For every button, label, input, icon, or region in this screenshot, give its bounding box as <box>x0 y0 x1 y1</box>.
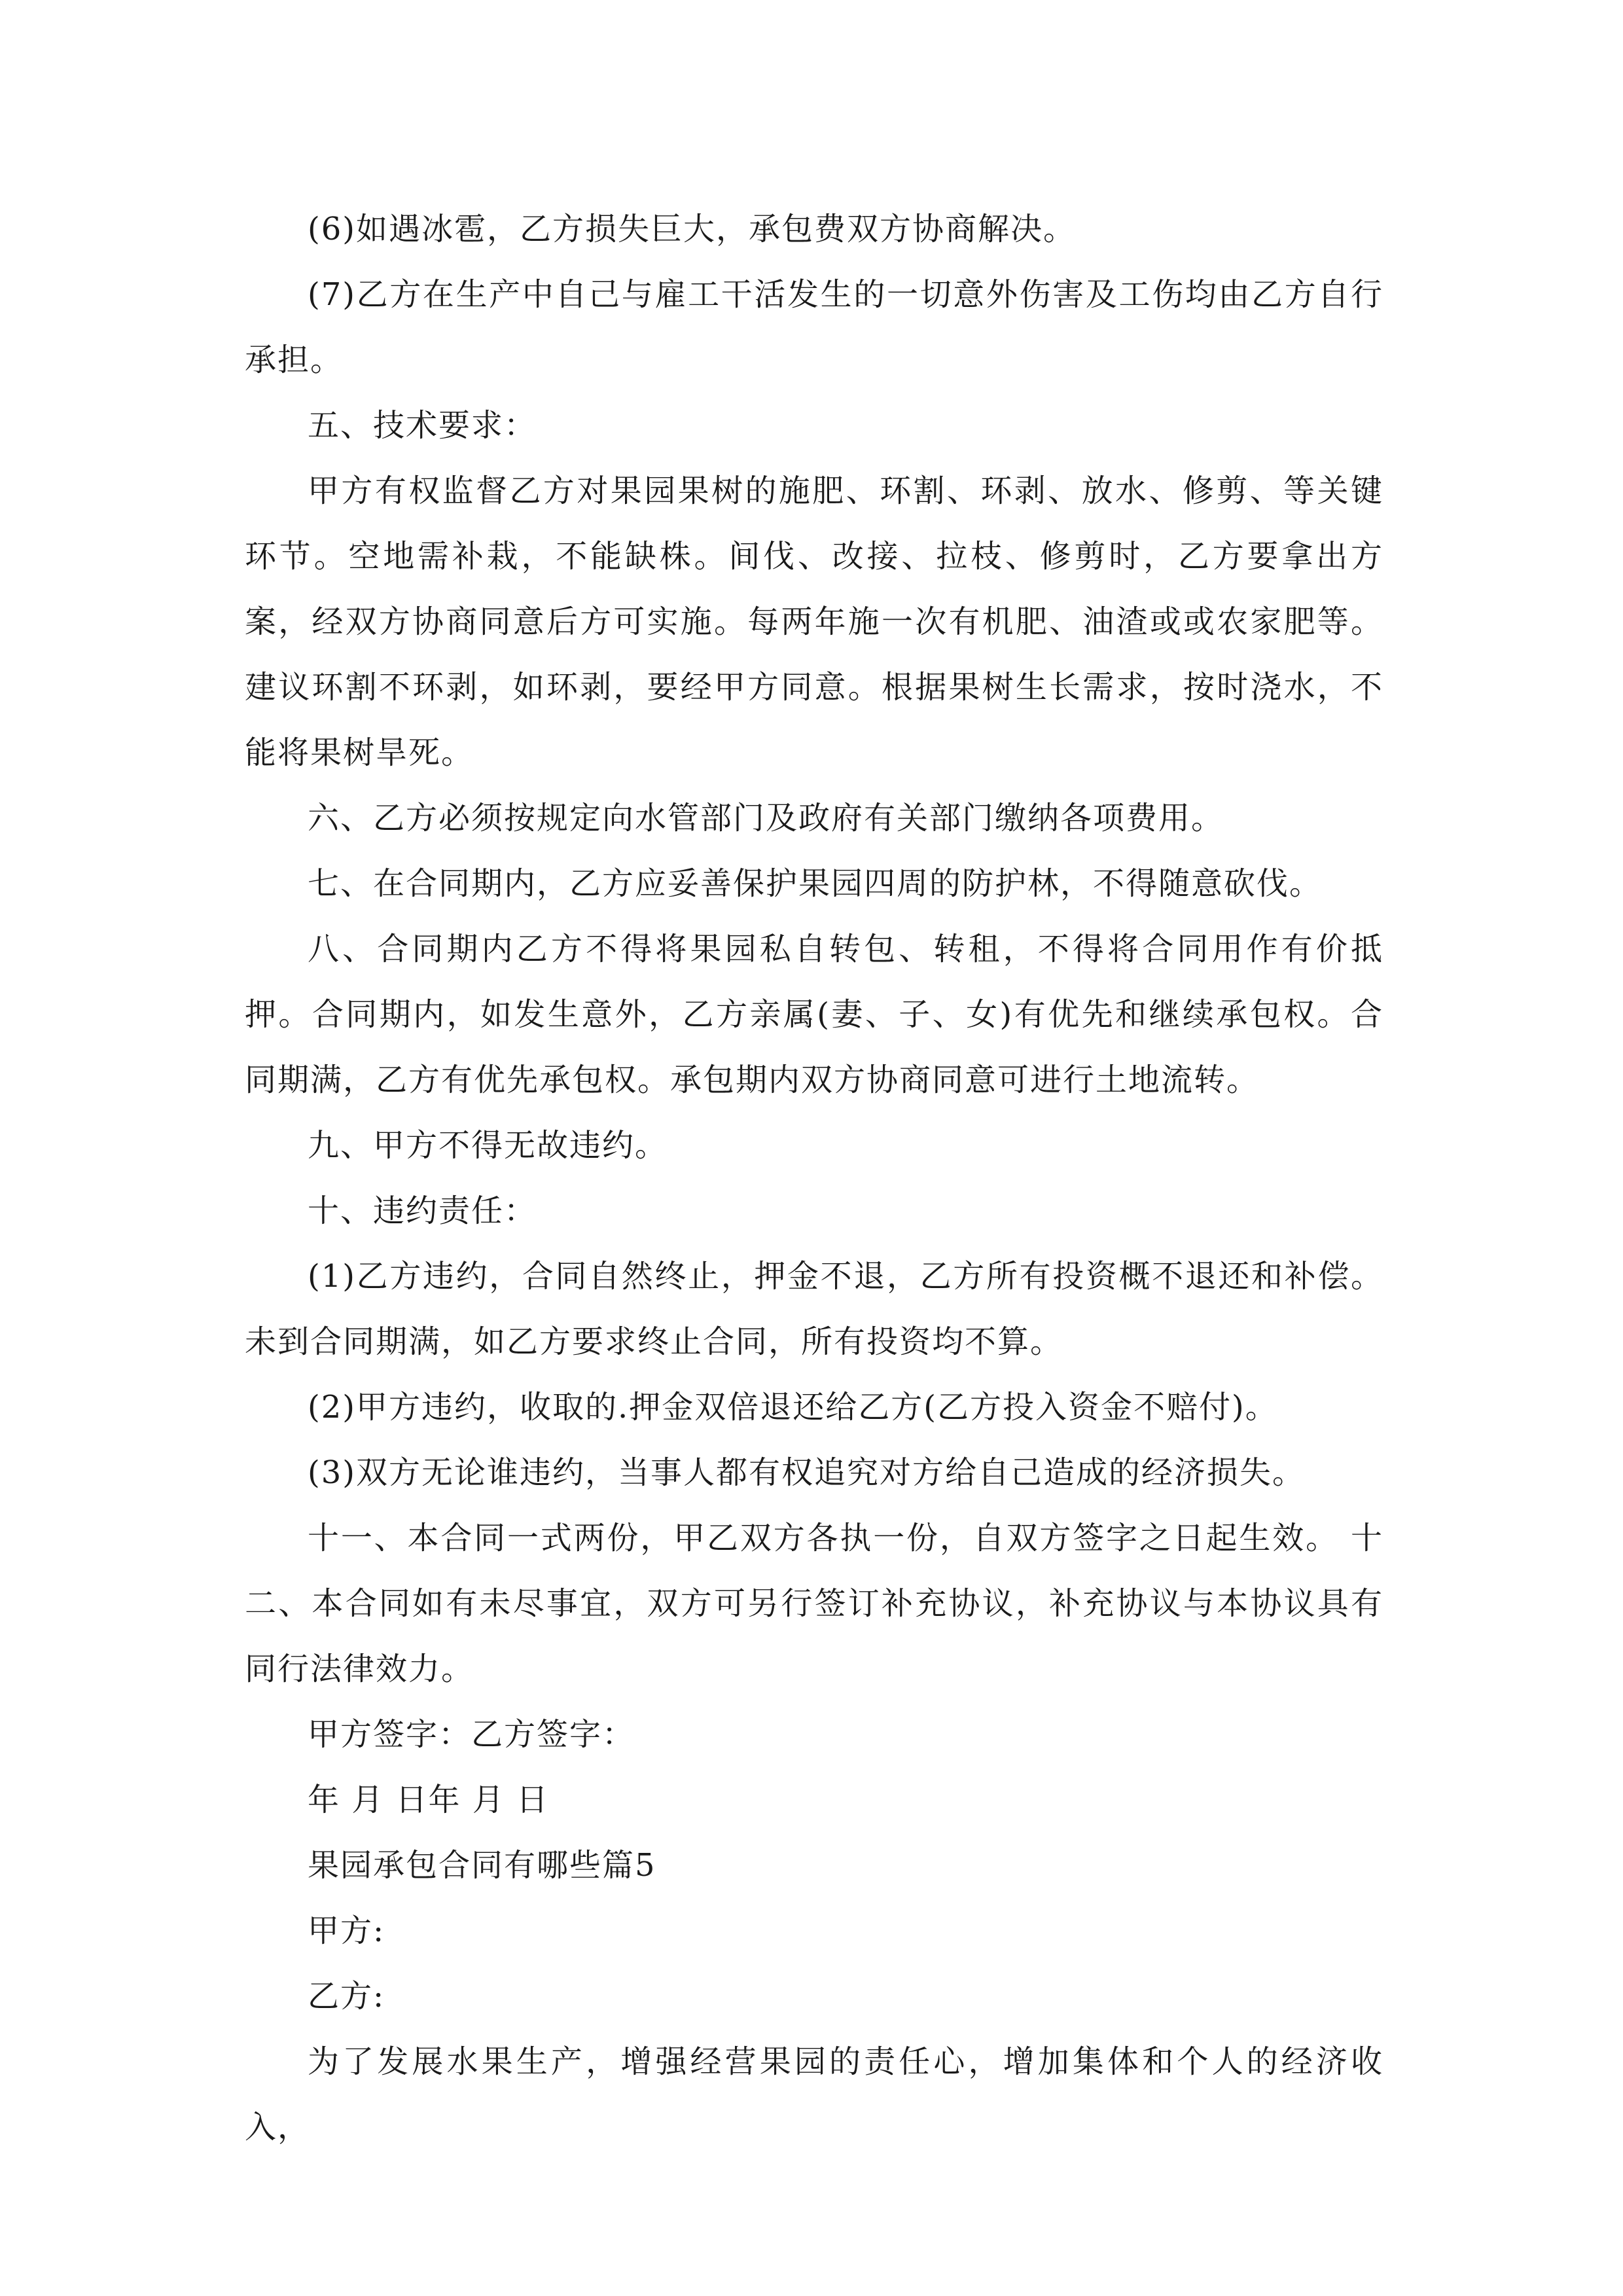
paragraph-section-eight: 八、合同期内乙方不得将果园私自转包、转租，不得将合同用作有价抵押。合同期内，如发生意外，乙方亲属(妻、子、女)有优先和继续承包权。合同期满，乙方有优先承包权。承包期内双方协商同意可进行土地流转。 <box>245 931 1383 1098</box>
party-a-line: 甲方: <box>308 1912 385 1949</box>
paragraph-section-nine: 九、甲方不得无故违约。 <box>308 1127 668 1164</box>
paragraph-breach-party-b: (1)乙方违约，合同自然终止，押金不退，乙方所有投资概不退还和补偿。未到合同期满，如乙方要求终止合同，所有投资均不算。 <box>245 1258 1383 1360</box>
section-heading-technical-requirements: 五、技术要求： <box>308 407 537 444</box>
paragraph-injury-clause: (7)乙方在生产中自己与雇工干活发生的一切意外伤害及工伤均由乙方自行承担。 <box>245 276 1383 378</box>
paragraph-breach-either: (3)双方无论谁违约，当事人都有权追究对方给自己造成的经济损失。 <box>308 1454 1305 1491</box>
document-body <box>245 196 1383 2160</box>
paragraph-technical-requirements: 甲方有权监督乙方对果园果树的施肥、环割、环剥、放水、修剪、等关键环节。空地需补栽，不能缺株。间伐、改接、拉枝、修剪时，乙方要拿出方案，经双方协商同意后方可实施。每两年施一次有机肥、油渣或或农家肥等。建议环割不环剥，如环剥，要经甲方同意。根据果树生长需求，按时浇水，不能将果树旱死。 <box>245 473 1383 771</box>
paragraph-hail-clause: (6)如遇冰雹，乙方损失巨大，承包费双方协商解决。 <box>308 211 1076 247</box>
paragraph-sections-eleven-twelve: 十一、本合同一式两份，甲乙双方各执一份，自双方签字之日起生效。 十二、本合同如有未尽事宜，双方可另行签订补充协议，补充协议与本协议具有同行法律效力。 <box>245 1520 1383 1687</box>
paragraph-section-seven: 七、在合同期内，乙方应妥善保护果园四周的防护林，不得随意砍伐。 <box>308 865 1323 902</box>
party-b-line: 乙方: <box>308 1978 385 2015</box>
contract-title: 果园承包合同有哪些篇5 <box>308 1847 656 1884</box>
paragraph-section-six: 六、乙方必须按规定向水管部门及政府有关部门缴纳各项费用。 <box>308 800 1224 836</box>
section-heading-breach-liability: 十、违约责任： <box>308 1193 537 1229</box>
paragraph-preamble: 为了发展水果生产，增强经营果园的责任心，增加集体和个人的经济收入， <box>245 2043 1383 2145</box>
signature-line: 甲方签字：乙方签字： <box>308 1716 635 1753</box>
date-line: 年 月 日年 月 日 <box>308 1782 550 1818</box>
paragraph-breach-party-a: (2)甲方违约，收取的.押金双倍退还给乙方(乙方投入资金不赔付)。 <box>308 1389 1278 1426</box>
